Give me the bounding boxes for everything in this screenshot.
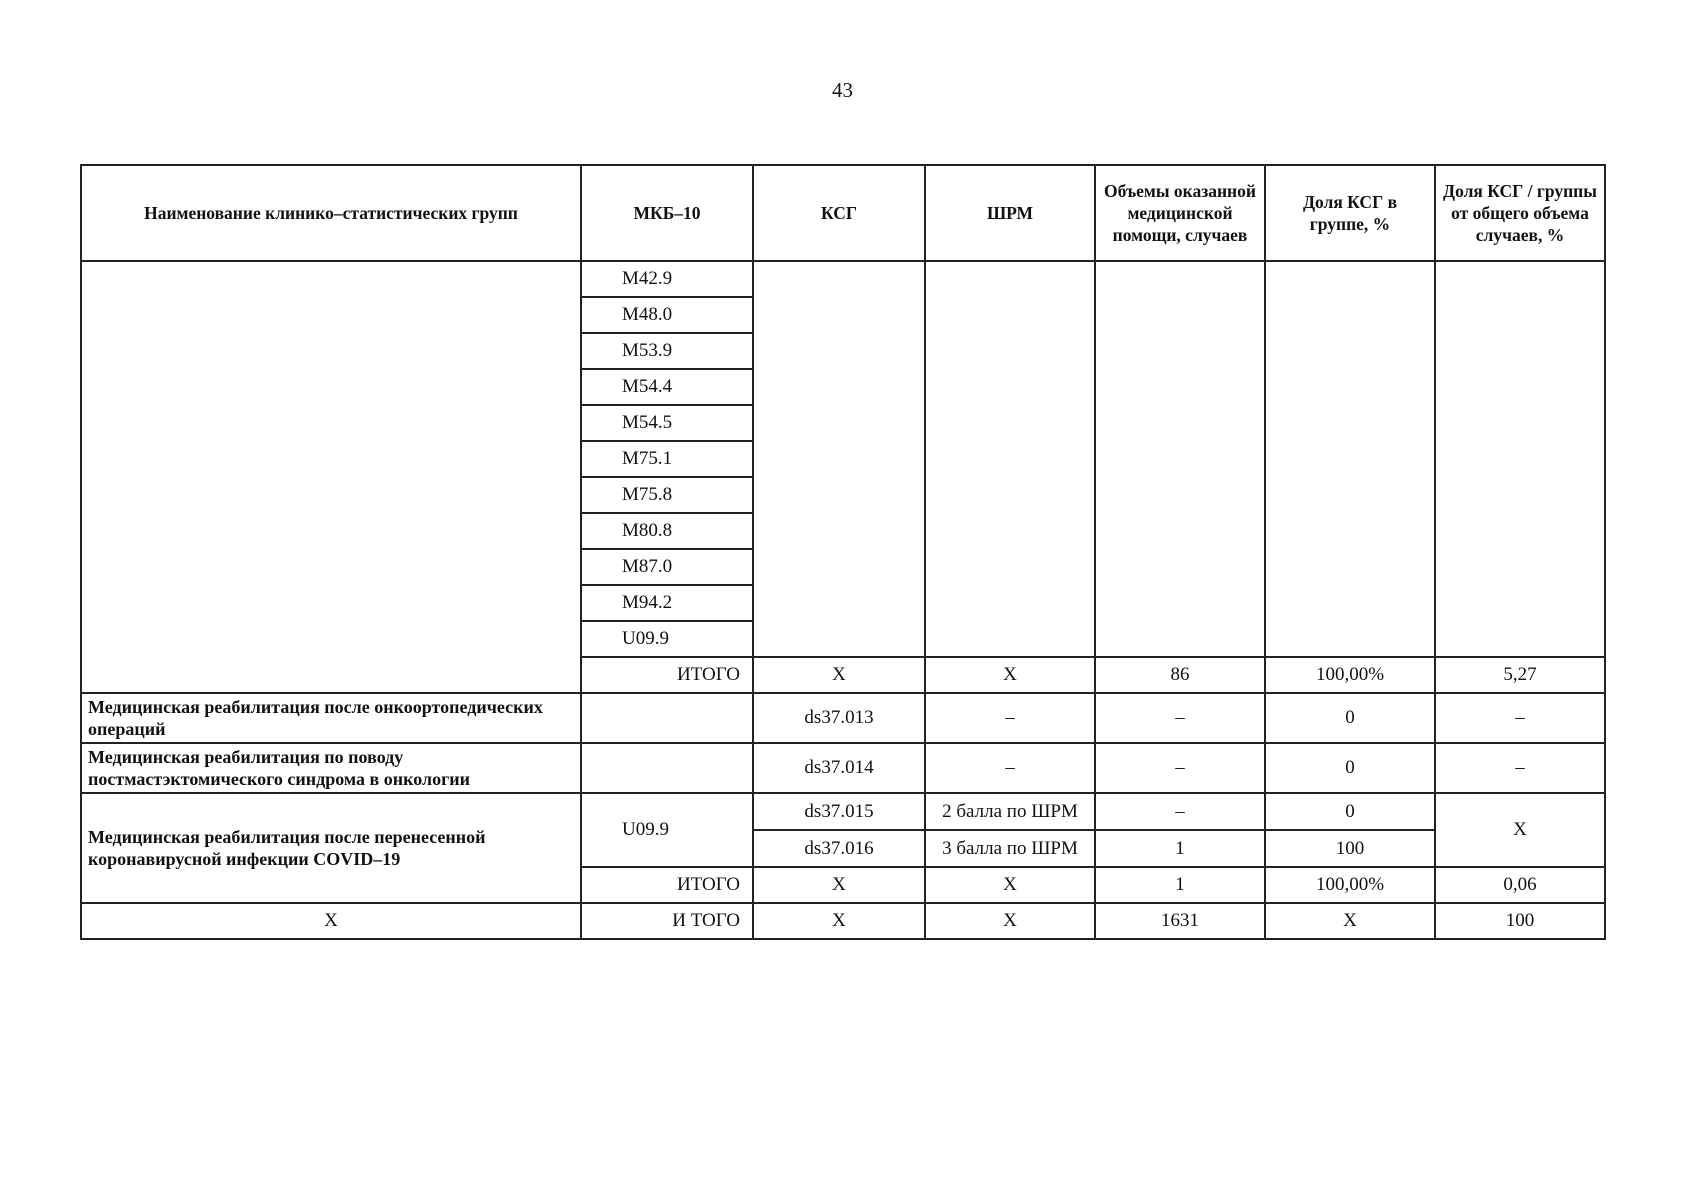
blank-cell <box>1435 261 1605 657</box>
shrm-cell: 3 балла по ШРМ <box>925 830 1095 867</box>
subtotal-ksg: Х <box>753 657 925 693</box>
mkb-cell <box>581 743 753 793</box>
subtotal-shrm: Х <box>925 657 1095 693</box>
volume-cell: – <box>1095 793 1265 830</box>
ksg-cell: ds37.016 <box>753 830 925 867</box>
table-row <box>81 261 1605 297</box>
ksg-table <box>80 164 1606 940</box>
mkb-code: M42.9 <box>581 261 753 297</box>
mkb-code: M48.0 <box>581 297 753 333</box>
grand-total-shrm: Х <box>925 903 1095 939</box>
group-name-cell <box>81 261 581 693</box>
subtotal-label: ИТОГО <box>581 657 753 693</box>
ksg-cell: ds37.014 <box>753 743 925 793</box>
header-share-in-group: Доля КСГ в группе, % <box>1265 165 1435 261</box>
shrm-cell: – <box>925 743 1095 793</box>
grand-total-volume: 1631 <box>1095 903 1265 939</box>
mkb-cell <box>581 693 753 743</box>
grand-total-label: И ТОГО <box>581 903 753 939</box>
subtotal-share-of-total: 0,06 <box>1435 867 1605 903</box>
subtotal-ksg: Х <box>753 867 925 903</box>
header-ksg: КСГ <box>753 165 925 261</box>
mkb-code: U09.9 <box>581 621 753 657</box>
grand-total-share-in-group: Х <box>1265 903 1435 939</box>
table-row <box>81 693 1605 743</box>
mkb-code: M75.1 <box>581 441 753 477</box>
grand-total-share-of-total: 100 <box>1435 903 1605 939</box>
page-number: 43 <box>832 78 853 102</box>
blank-cell <box>925 261 1095 657</box>
share-of-total-cell: Х <box>1435 793 1605 867</box>
volume-cell: – <box>1095 693 1265 743</box>
grand-total-row <box>81 903 1605 939</box>
group-name: Медицинская реабилитация по поводу постмастэктомического синдрома в онкологии <box>81 743 581 793</box>
header-shrm: ШРМ <box>925 165 1095 261</box>
blank-cell <box>753 261 925 657</box>
header-name: Наименование клинико–статистических групп <box>81 165 581 261</box>
table-row <box>81 793 1605 830</box>
mkb-code: M53.9 <box>581 333 753 369</box>
grand-total-ksg: Х <box>753 903 925 939</box>
subtotal-volume: 1 <box>1095 867 1265 903</box>
share-in-group-cell: 0 <box>1265 793 1435 830</box>
blank-cell <box>1095 261 1265 657</box>
group-name: Медицинская реабилитация после онкоортопедических операций <box>81 693 581 743</box>
mkb-code: M94.2 <box>581 585 753 621</box>
ksg-cell: ds37.015 <box>753 793 925 830</box>
header-volume: Объемы оказанной медицинской помощи, случаев <box>1095 165 1265 261</box>
share-of-total-cell: – <box>1435 743 1605 793</box>
subtotal-share-of-total: 5,27 <box>1435 657 1605 693</box>
volume-cell: – <box>1095 743 1265 793</box>
blank-cell <box>1265 261 1435 657</box>
mkb-cell: U09.9 <box>581 793 753 867</box>
ksg-cell: ds37.013 <box>753 693 925 743</box>
group-name: Медицинская реабилитация после перенесенной коронавирусной инфекции COVID–19 <box>81 793 581 903</box>
mkb-code: M80.8 <box>581 513 753 549</box>
header-share-of-total: Доля КСГ / группы от общего объема случаев, % <box>1435 165 1605 261</box>
volume-cell: 1 <box>1095 830 1265 867</box>
share-of-total-cell: – <box>1435 693 1605 743</box>
subtotal-share-in-group: 100,00% <box>1265 657 1435 693</box>
shrm-cell: 2 балла по ШРМ <box>925 793 1095 830</box>
mkb-code: M54.5 <box>581 405 753 441</box>
subtotal-shrm: Х <box>925 867 1095 903</box>
shrm-cell: – <box>925 693 1095 743</box>
mkb-code: M54.4 <box>581 369 753 405</box>
grand-total-name: Х <box>81 903 581 939</box>
subtotal-label: ИТОГО <box>581 867 753 903</box>
header-mkb: МКБ–10 <box>581 165 753 261</box>
mkb-code: M87.0 <box>581 549 753 585</box>
subtotal-volume: 86 <box>1095 657 1265 693</box>
mkb-code: M75.8 <box>581 477 753 513</box>
share-in-group-cell: 0 <box>1265 743 1435 793</box>
table-row <box>81 743 1605 793</box>
subtotal-share-in-group: 100,00% <box>1265 867 1435 903</box>
table-header <box>81 165 1605 261</box>
share-in-group-cell: 0 <box>1265 693 1435 743</box>
share-in-group-cell: 100 <box>1265 830 1435 867</box>
